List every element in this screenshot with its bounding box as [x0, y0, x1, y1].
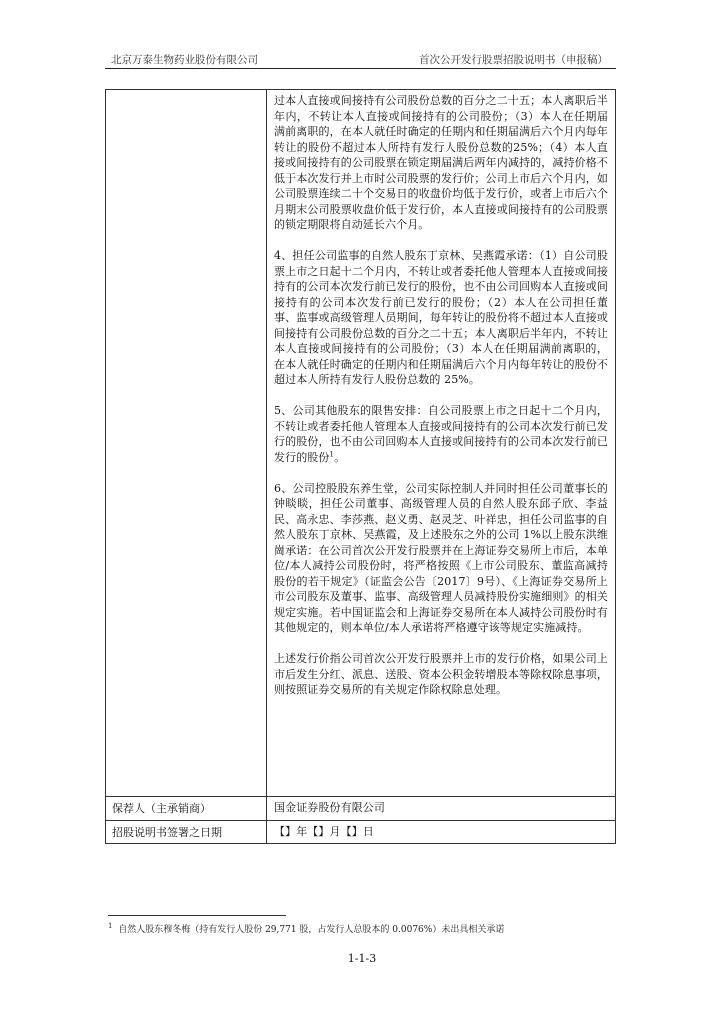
sign-date-label: 招股说明书签署之日期 [106, 820, 267, 844]
footnote-divider [108, 915, 286, 916]
commitments-cell [267, 90, 616, 797]
commitment-paragraph-5-text: 5、公司其他股东的限售安排：自公司股票上市之日起十二个月内，不转让或者委托他人管理本人直接或间接持有的公司本次发行前已发行的股份，也不由公司回购本人直接或间接持有的公司本次发行前已发行的股份 [274, 404, 608, 464]
issue-price-note: 上述发行价指公司首次公开发行股票并上市的发行价格，如果公司上市后发生分红、派息、送股、资本公积金转增股本等除权除息事项，则按照证券交易所的有关规定作除权除息处理。 [274, 652, 608, 696]
commitment-paragraph-3-continued: 过本人直接或间接持有公司股份总数的百分之二十五；本人离职后半年内，不转让本人直接或间接持有的公司股份；（3）本人在任期届满前离职的，在本人就任时确定的任期内和任期届满后六个月内每年转让的股份不超过本人所持有发行人股份总数的25%；（4）本人直接或间接持有的公司股票在锁定期届满后两年内减持的，减持价格不低于本次发行并上市时公司股票的发行价；公司上市后六个月内，如公司股票连续二十个交易日的收盘价均低于发行价，或者上市后六个月期末公司股票收盘价低于发行价，本人直接或间接持有的公司股票的锁定期限将自动延长六个月。 [274, 94, 608, 231]
empty-label-cell [106, 90, 267, 797]
table-row-sign-date [106, 820, 616, 844]
commitment-paragraph-6: 6、公司控股股东养生堂，公司实际控制人并同时担任公司董事长的钟睒睒，担任公司董事、高级管理人员的自然人股东邱子欣、李益民、高永忠、李莎燕、赵义勇、赵灵芝、叶祥忠，担任公司监事的自然人股东丁京林、吴燕霞，及上述股东之外的公司 1%以上股东洪维崗承诺：在公司首次公开发行股票并在上海证券交易所上市后，本单位/本人减持公司股份时，将严格按照《上市公司股东、董监高减持股份的若干规定》（证监会公告〔2017〕9号）、《上海证券交易所上市公司股东及董事、监事、高级管理人员减持股份实施细则》的相关规定实施。若中国证监会和上海证券交易所在本人减持公司股份时有其他规定的，则本单位/本人承诺将严格遵守该等规定实施减持。 [274, 481, 608, 634]
header-company-name: 北京万泰生物药业股份有限公司 [111, 54, 258, 66]
table-row-sponsor [106, 797, 616, 821]
footnote-reference[interactable]: 1 [329, 449, 335, 458]
footnote [108, 922, 618, 935]
header-divider [105, 68, 616, 69]
footnote-text: 自然人股东穆冬梅（持有发行人股份 29,771 股，占发行人总股本的 0.0076%）未出具相关承诺 [118, 925, 505, 935]
commitment-paragraph-4: 4、担任公司监事的自然人股东丁京林、吴燕霞承诺：（1）自公司股票上市之日起十二个月内，不转让或者委托他人管理本人直接或间接持有的公司本次发行前已发行的股份，也不由公司回购本人直接或间接持有的公司本次发行前已发行的股份；（2）本人在公司担任董事、监事或高级管理人员期间，每年转让的股份将不超过本人直接或间接持有公司股份总数的百分之二十五；本人离职后半年内，不转让本人直接或间接持有的公司股份；（3）本人在任期届满前离职的，在本人就任时确定的任期内和任期届满后六个月内每年转让的股份不超过本人所持有发行人股份总数的 25%。 [274, 249, 608, 386]
commitment-paragraph-5 [274, 403, 608, 465]
prospectus-summary-table [105, 89, 616, 844]
sponsor-value: 国金证券股份有限公司 [267, 797, 616, 821]
sign-date-value: 【】年【】月【】日 [267, 820, 616, 844]
footnote-marker: 1 [108, 922, 113, 930]
header-document-title: 首次公开发行股票招股说明书（申报稿） [419, 54, 608, 66]
commitment-paragraph-5-end: 。 [334, 450, 346, 464]
page-number: 1-1-3 [347, 952, 377, 965]
table-row-commitments [106, 90, 616, 797]
page-header [105, 52, 616, 68]
sponsor-label: 保荐人（主承销商） [106, 797, 267, 821]
